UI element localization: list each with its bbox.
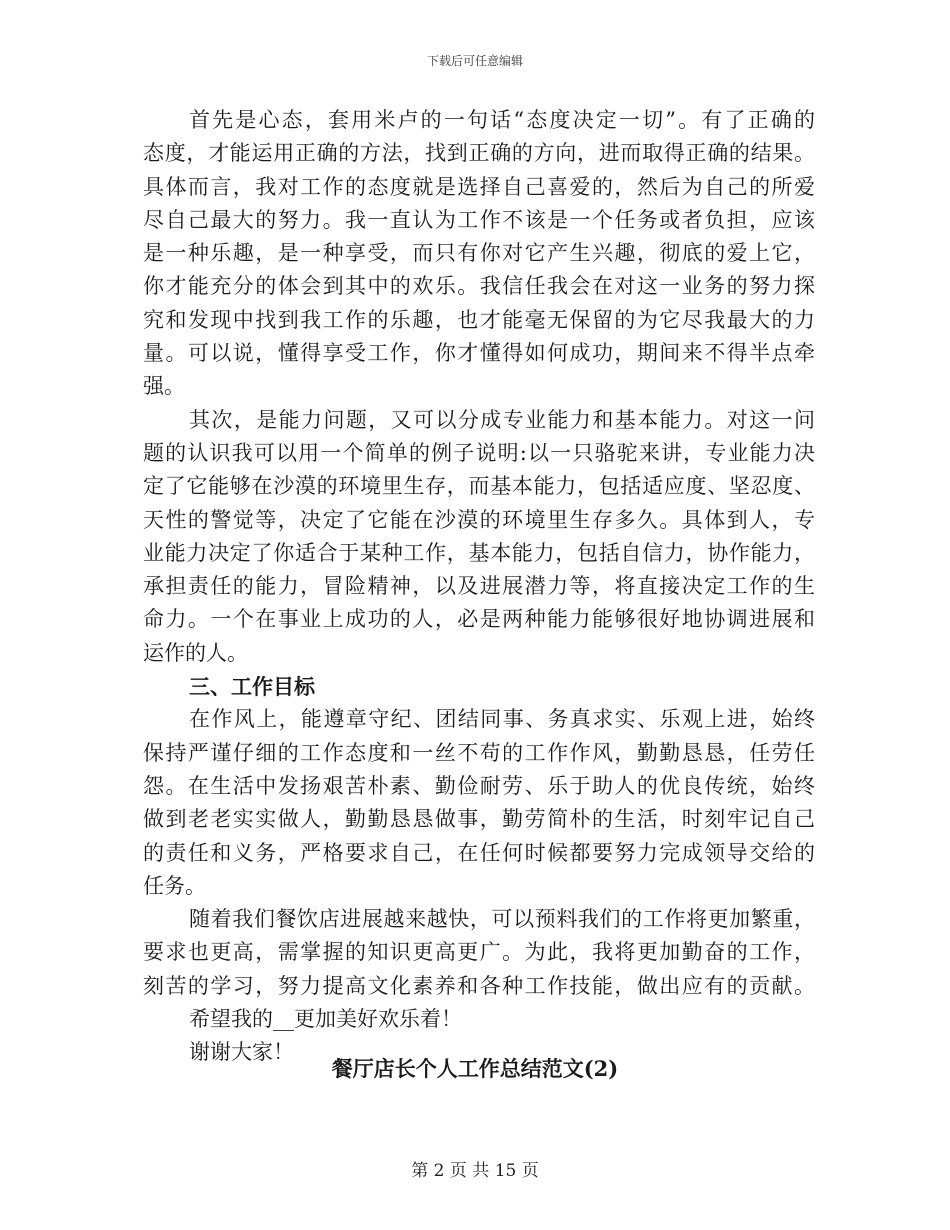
text-line: 强。 [143,374,185,399]
text-line: 随着我们餐饮店进展越来越快，可以预料我们的工作将更加繁重， [189,907,815,932]
section-heading: 三、工作目标 [189,674,315,700]
page-footer: 第 2 页 共 15 页 [411,1161,539,1181]
text-line: 保持严谨仔细的工作态度和一丝不苟的工作作风，勤勤恳恳，任劳任 [143,740,815,765]
text-line: 具体而言，我对工作的态度就是选择自己喜爱的，然后为自己的所爱 [143,174,815,199]
text-line: 命力。一个在事业上成功的人，必是两种能力能够很好地协调进展和 [143,607,815,632]
text-line: 定了它能够在沙漠的环境里生存，而基本能力，包括适应度、坚忍度、 [143,474,815,499]
text-line: 做到老老实实做人，勤勤恳恳做事，勤劳简朴的生活，时刻牢记自己 [143,807,815,832]
section-title: 餐厅店长个人工作总结范文(2) [331,1056,619,1081]
text-line: 你才能充分的体会到其中的欢乐。我信任我会在对这一业务的努力探 [143,274,815,299]
text-line: 运作的人。 [143,640,248,665]
text-line: 是一种乐趣，是一种享受，而只有你对它产生兴趣，彻底的爱上它， [143,241,815,266]
text-line: 究和发现中找到我工作的乐趣，也才能毫无保留的为它尽我最大的力 [143,307,815,332]
text-line: 天性的警觉等，决定了它能在沙漠的环境里生存多久。具体到人，专 [143,507,815,532]
text-line: 要求也更高，需掌握的知识更高更广。为此，我将更加勤奋的工作， [143,940,815,965]
text-line: 尽自己最大的努力。我一直认为工作不该是一个任务或者负担，应该 [143,207,815,232]
text-line: 在作风上，能遵章守纪、团结同事、务真求实、乐观上进，始终 [189,707,815,732]
text-line: 怨。在生活中发扬艰苦朴素、勤俭耐劳、乐于助人的优良传统，始终 [143,773,815,798]
text-line: 态度，才能运用正确的方法，找到正确的方向，进而取得正确的结果。 [143,141,815,166]
text-line: 的责任和义务，严格要求自己，在任何时候都要努力完成领导交给的 [143,840,815,865]
document-body [143,104,815,1070]
text-line: 任务。 [143,873,206,898]
page-header: 下载后可任意编辑 [426,54,523,68]
text-line: 首先是心态，套用米卢的一句话“态度决定一切”。有了正确的 [189,108,815,132]
text-line: 量。可以说，懂得享受工作，你才懂得如何成功，期间来不得半点牵 [143,341,815,366]
text-line: 刻苦的学习，努力提高文化素养和各种工作技能，做出应有的贡献。 [143,973,815,998]
text-line: 业能力决定了你适合于某种工作，基本能力，包括自信力，协作能力， [143,540,815,565]
text-line: 承担责任的能力，冒险精神，以及进展潜力等，将直接决定工作的生 [143,574,815,599]
text-line: 其次，是能力问题，又可以分成专业能力和基本能力。对这一问 [189,407,815,432]
text-line: 谢谢大家！ [189,1040,294,1065]
text-line: 希望我的__更加美好欢乐着！ [189,1007,462,1032]
text-line: 题的认识我可以用一个简单的例子说明:以一只骆驼来讲，专业能力决 [143,440,815,465]
